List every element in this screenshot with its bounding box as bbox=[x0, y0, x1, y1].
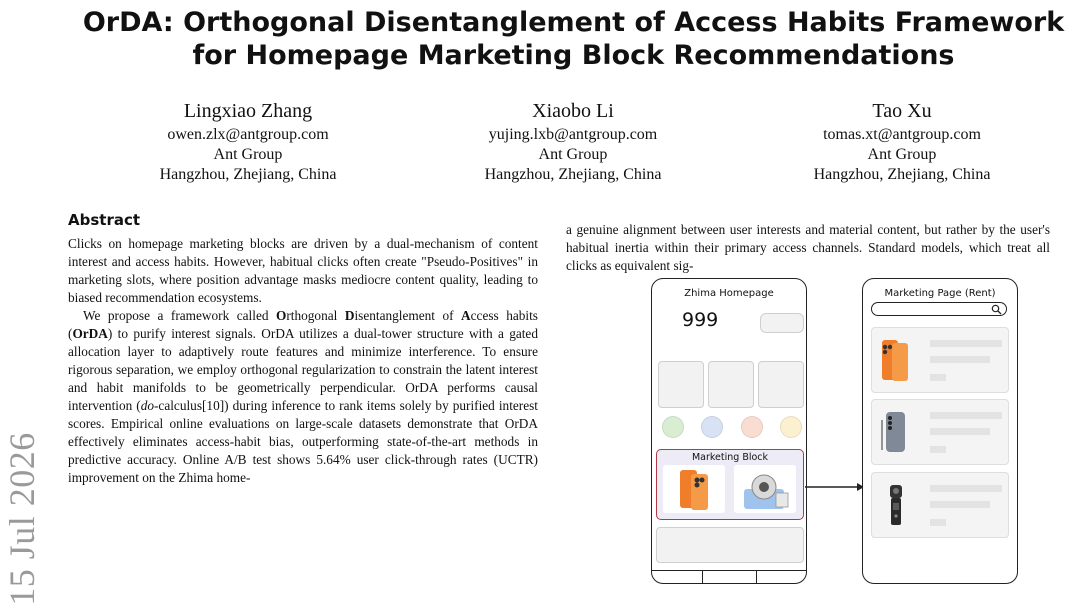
title-line-1: OrDA: Orthogonal Disentanglement of Access Habits Framework bbox=[82, 7, 1065, 38]
side-date: 15 Jul 2026 bbox=[2, 432, 42, 606]
author-email[interactable]: yujing.lxb@antgroup.com bbox=[488, 126, 658, 143]
text-placeholder bbox=[930, 340, 1002, 347]
text-placeholder bbox=[930, 412, 1002, 419]
author-org: Ant Group bbox=[213, 146, 283, 163]
author-location: Hangzhou, Zhejiang, China bbox=[484, 166, 662, 183]
abstract-paragraph-2: We propose a framework called Orthogonal Disentanglement of Access habits (OrDA) to purify interest signals. OrDA utilizes a dual-tower structure with a gated allocation layer to adaptively route features and minimize interference. To ensure rigorous separation, we employ orthogonal regularization to constrain the latent interest and habit manifolds to be geometrically perpendicular. OrDA performs causal intervention (do-calculus[10]) during inference to rank items solely by purified interest scores. Empirical online evaluations on large-scale datasets demonstrate that OrDA effectively eliminates access-habit bias, outperforming state-of-the-art methods in predictive accuracy. Online A/B test shows 5.64% user click-through rates (UCTR) improvement on the Zhima home- bbox=[68, 308, 538, 485]
text-placeholder bbox=[930, 519, 946, 526]
figure-homepage-illustration bbox=[624, 278, 1087, 594]
author-location: Hangzhou, Zhejiang, China bbox=[813, 166, 991, 183]
marketing-block-label: Marketing Block bbox=[691, 452, 769, 463]
tab-divider bbox=[756, 570, 757, 583]
intro-paragraph: a genuine alignment between user interests and material content, but rather by the user's habitual inertia within their primary access channels. Standard models, which treat all clicks as equivalent sig- bbox=[566, 222, 1050, 273]
text-placeholder bbox=[930, 374, 946, 381]
search-bar[interactable] bbox=[871, 302, 1007, 316]
phone-title: Marketing Page (Rent) bbox=[884, 288, 996, 299]
abstract-heading: Abstract bbox=[68, 211, 141, 229]
shortcut-dot bbox=[701, 416, 723, 438]
projector-icon bbox=[734, 465, 796, 513]
abstract-section bbox=[68, 211, 538, 487]
author-email[interactable]: owen.zlx@antgroup.com bbox=[167, 126, 329, 143]
orange-phone-icon bbox=[663, 465, 725, 513]
text-placeholder bbox=[930, 428, 990, 435]
shortcut-dot bbox=[741, 416, 763, 438]
product-card[interactable] bbox=[871, 472, 1009, 538]
text-placeholder bbox=[930, 485, 1002, 492]
author-email[interactable]: tomas.xt@antgroup.com bbox=[823, 126, 981, 143]
paper-title bbox=[60, 6, 1087, 72]
marketing-block[interactable] bbox=[656, 449, 804, 520]
shortcut-dot bbox=[662, 416, 684, 438]
author-org: Ant Group bbox=[538, 146, 608, 163]
score-pill bbox=[760, 313, 804, 333]
author-location: Hangzhou, Zhejiang, China bbox=[159, 166, 337, 183]
author-name: Tao Xu bbox=[872, 100, 932, 122]
tab-divider bbox=[702, 570, 703, 583]
grid-tile bbox=[708, 361, 754, 408]
product-card[interactable] bbox=[871, 399, 1009, 465]
gray-phone-icon bbox=[878, 410, 914, 454]
marketing-page-phone bbox=[862, 278, 1018, 584]
author-block-3 bbox=[752, 99, 1052, 185]
phone-title: Zhima Homepage bbox=[684, 288, 774, 299]
magnifier-icon[interactable] bbox=[991, 304, 1002, 315]
title-line-2: for Homepage Marketing Block Recommendations bbox=[192, 40, 955, 71]
bottom-banner bbox=[656, 527, 804, 563]
grid-tile bbox=[758, 361, 804, 408]
gimbal-camera-icon bbox=[878, 483, 914, 529]
shortcut-dot bbox=[780, 416, 802, 438]
zhima-homepage-phone bbox=[651, 278, 807, 584]
orange-phone-icon bbox=[878, 338, 914, 382]
author-name: Lingxiao Zhang bbox=[183, 100, 313, 122]
author-block-1 bbox=[98, 99, 398, 185]
score-value: 999 bbox=[682, 309, 719, 331]
author-name: Xiaobo Li bbox=[532, 100, 614, 122]
abstract-paragraph-1: Clicks on homepage marketing blocks are driven by a dual-mechanism of content interest and access habits. However, habitual clicks often create "Pseudo-Positives" in marketing slots, where position advantage masks mediocre content quality, leading to biased recommendation ecosystems. bbox=[68, 236, 538, 305]
arxiv-side-stamp bbox=[2, 426, 42, 612]
arrow-icon bbox=[805, 478, 865, 498]
text-placeholder bbox=[930, 356, 990, 363]
tab-bar-divider bbox=[652, 570, 806, 571]
text-placeholder bbox=[930, 446, 946, 453]
grid-tile bbox=[658, 361, 704, 408]
product-card[interactable] bbox=[871, 327, 1009, 393]
author-block-2 bbox=[423, 99, 723, 185]
phone-product-thumbnail bbox=[663, 465, 725, 513]
author-org: Ant Group bbox=[867, 146, 937, 163]
camera-product-thumbnail bbox=[734, 465, 796, 513]
intro-continuation bbox=[566, 221, 1050, 275]
text-placeholder bbox=[930, 501, 990, 508]
